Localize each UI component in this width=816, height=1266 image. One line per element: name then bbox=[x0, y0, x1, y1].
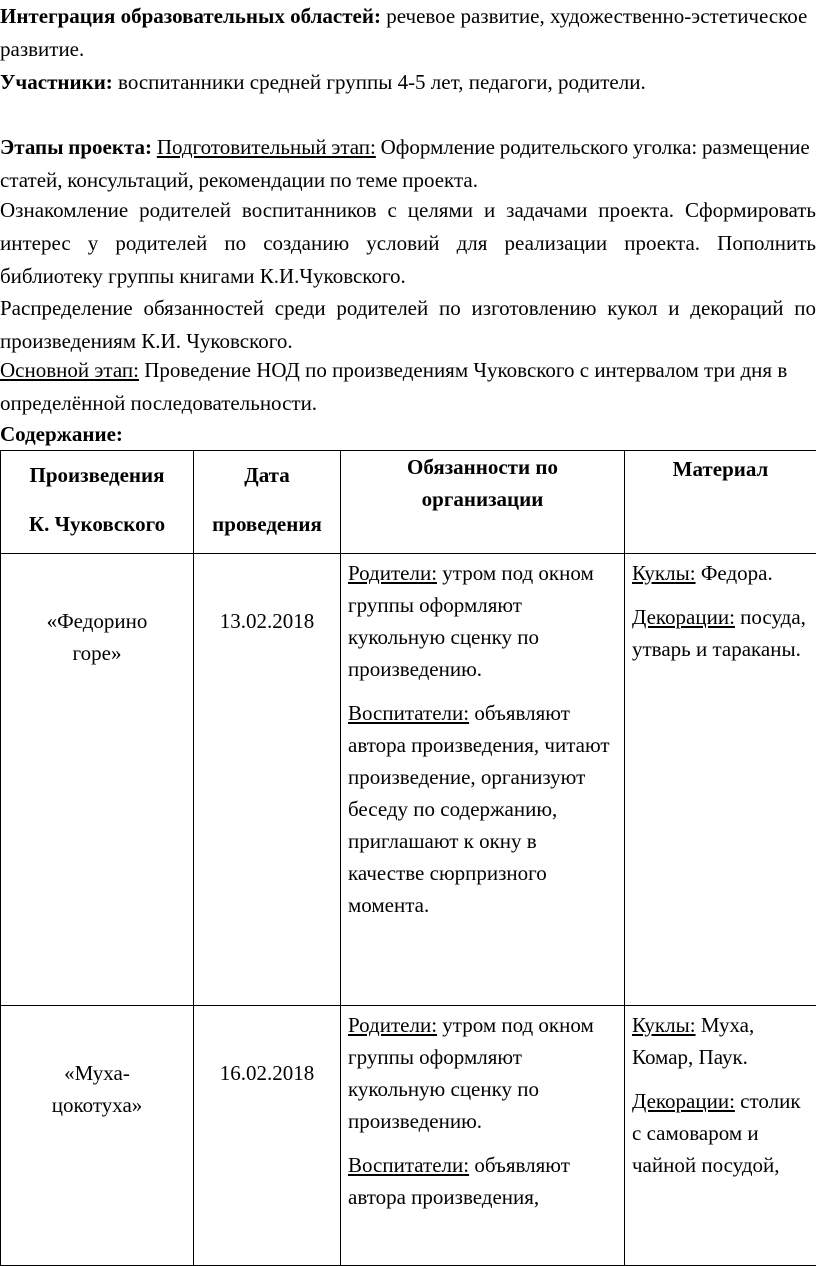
dolls-text: Муха, Комар, Паук. bbox=[632, 1013, 754, 1069]
header-works bbox=[1, 451, 194, 554]
work-cell bbox=[1, 1006, 194, 1266]
material-cell bbox=[625, 1006, 816, 1266]
decor-text: столик с самоваром и чайной посудой, bbox=[632, 1089, 801, 1177]
date-cell bbox=[194, 1006, 341, 1266]
header-works-line1: Произведения bbox=[1, 451, 193, 500]
work-cell bbox=[1, 554, 194, 1006]
duties-cell bbox=[341, 1006, 625, 1266]
teachers-text: объявляют автора произведения, bbox=[348, 1153, 570, 1209]
header-date-line2: проведения bbox=[194, 500, 340, 549]
integration-text: речевое развитие, художественно-эстетическое развитие. bbox=[0, 4, 807, 61]
table-row bbox=[1, 554, 816, 1006]
header-date bbox=[194, 451, 341, 554]
date-text: 13.02.2018 bbox=[194, 554, 340, 637]
dolls-label: Куклы: bbox=[632, 561, 696, 585]
parents-duty bbox=[348, 1009, 618, 1137]
dolls-text: Федора. bbox=[696, 561, 773, 585]
content-heading: Содержание: bbox=[0, 418, 816, 451]
material-cell bbox=[625, 554, 816, 1006]
teachers-label: Воспитатели: bbox=[348, 701, 469, 725]
dolls-label: Куклы: bbox=[632, 1013, 696, 1037]
decor-material bbox=[632, 601, 810, 665]
table-header-row bbox=[1, 451, 816, 554]
teachers-label: Воспитатели: bbox=[348, 1153, 469, 1177]
parents-label: Родители: bbox=[348, 1013, 437, 1037]
work-title: «Муха-цокотуха» bbox=[1, 1006, 193, 1121]
table-row bbox=[1, 1006, 816, 1266]
main-stage-label: Основной этап: bbox=[0, 358, 139, 382]
work-title: «Федорино горе» bbox=[1, 554, 193, 669]
teachers-text: объявляют автора произведения, читают произведение, организуют беседу по содержанию, приглашают к окну в качестве сюрпризного момента. bbox=[348, 701, 610, 917]
stages-paragraph bbox=[0, 131, 814, 197]
decor-label: Декорации: bbox=[632, 1089, 735, 1113]
header-duties-text: Обязанности по организации bbox=[341, 451, 624, 515]
parents-text: утром под окном группы оформляют кукольную сценку по произведению. bbox=[348, 1013, 594, 1133]
prep-stage-label: Подготовительный этап: bbox=[157, 135, 376, 159]
participants-paragraph bbox=[0, 66, 816, 99]
header-material-text: Материал bbox=[625, 451, 816, 485]
date-text: 16.02.2018 bbox=[194, 1006, 340, 1089]
content-table bbox=[0, 450, 816, 1266]
prep-stage-text: Оформление родительского уголка: размещение статей, консультаций, рекомендации по теме проекта. bbox=[0, 135, 810, 192]
main-stage-text: Проведение НОД по произведениям Чуковского с интервалом три дня в определённой последовательности. bbox=[0, 358, 787, 415]
parents-label: Родители: bbox=[348, 561, 437, 585]
stages-label: Этапы проекта: bbox=[0, 135, 152, 159]
integration-paragraph bbox=[0, 0, 816, 66]
integration-label: Интеграция образовательных областей: bbox=[0, 4, 381, 28]
decor-label: Декорации: bbox=[632, 605, 735, 629]
acquaint-paragraph: Ознакомление родителей воспитанников с целями и задачами проекта. Сформировать интерес у родителей по созданию условий для реализации проекта. Пополнить библиотеку группы книгами К.И.Чуковского. bbox=[0, 194, 816, 293]
date-cell bbox=[194, 554, 341, 1006]
main-stage-paragraph bbox=[0, 354, 816, 420]
teachers-duty bbox=[348, 1149, 618, 1213]
distribution-paragraph: Распределение обязанностей среди родителей по изготовлению кукол и декораций по произведениям К.И. Чуковского. bbox=[0, 292, 816, 358]
parents-text: утром под окном группы оформляют кукольную сценку по произведению. bbox=[348, 561, 594, 681]
teachers-duty bbox=[348, 697, 618, 921]
header-material bbox=[625, 451, 816, 554]
dolls-material bbox=[632, 1009, 810, 1073]
decor-material bbox=[632, 1085, 810, 1181]
participants-text: воспитанники средней группы 4-5 лет, педагоги, родители. bbox=[113, 70, 646, 94]
header-date-line1: Дата bbox=[194, 451, 340, 500]
participants-label: Участники: bbox=[0, 70, 113, 94]
decor-text: посуда, утварь и тараканы. bbox=[632, 605, 806, 661]
header-duties bbox=[341, 451, 625, 554]
header-works-line2: К. Чуковского bbox=[1, 500, 193, 549]
duties-cell bbox=[341, 554, 625, 1006]
dolls-material bbox=[632, 557, 810, 589]
parents-duty bbox=[348, 557, 618, 685]
